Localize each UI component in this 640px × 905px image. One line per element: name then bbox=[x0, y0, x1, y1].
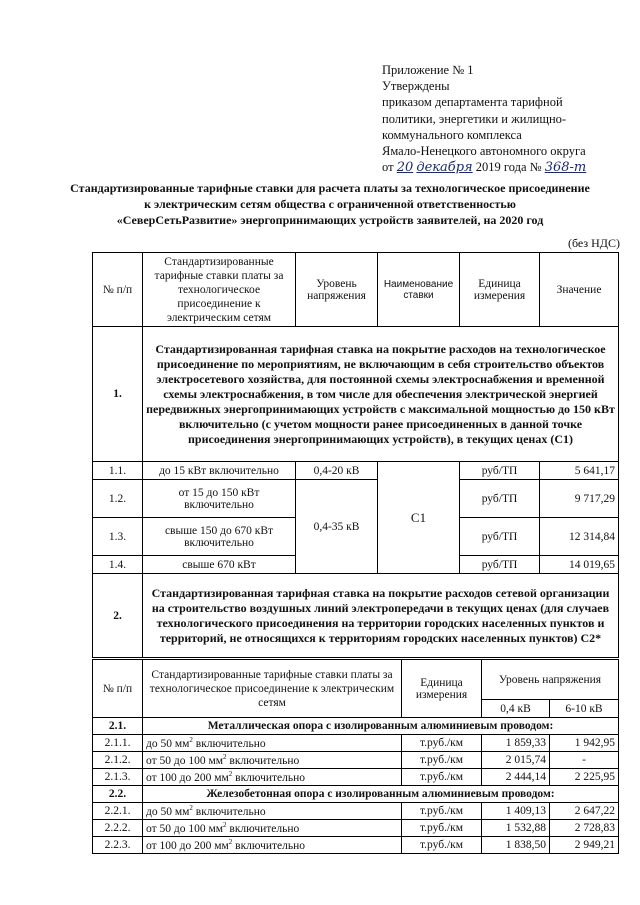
table-header-row bbox=[93, 660, 619, 700]
table-row bbox=[93, 462, 619, 480]
table-row bbox=[93, 837, 619, 854]
group-row bbox=[93, 786, 619, 803]
title-line: к электрическим сетям общества с ограниченной ответственностью bbox=[144, 197, 516, 211]
handwritten-day: 20 bbox=[396, 160, 414, 176]
row-value: 5 641,17 bbox=[540, 462, 619, 480]
approval-line: Ямало-Ненецкого автономного округа bbox=[382, 144, 586, 159]
row-value-04: 1 409,13 bbox=[482, 803, 550, 820]
group-row bbox=[93, 718, 619, 735]
header-unit: Единица измерения bbox=[402, 660, 482, 718]
row-value: 12 314,84 bbox=[540, 518, 619, 556]
group-title: Металлическая опора с изолированным алюминиевым проводом: bbox=[143, 718, 619, 735]
header-unit: Единица измерения bbox=[460, 253, 540, 327]
row-unit: руб/ТП bbox=[460, 518, 540, 556]
header-num: № п/п bbox=[93, 253, 143, 327]
row-num: 2.1.1. bbox=[93, 735, 143, 752]
handwritten-number: 368-т bbox=[544, 160, 587, 176]
table-row bbox=[93, 820, 619, 837]
row-desc: от 50 до 100 $мм^2$ включительно bbox=[143, 820, 402, 837]
group-num: 2.1. bbox=[93, 718, 143, 735]
year-text: 2019 года № bbox=[475, 160, 542, 175]
row-value-6-10: 2 225,95 bbox=[550, 769, 619, 786]
row-value-6-10: - bbox=[550, 752, 619, 769]
tariff-table-2 bbox=[92, 659, 619, 854]
row-num: 2.2.3. bbox=[93, 837, 143, 854]
header-voltage: Уровень напряжения bbox=[296, 253, 378, 327]
table-row bbox=[93, 803, 619, 820]
row-unit: т.руб./км bbox=[402, 752, 482, 769]
table-row bbox=[93, 480, 619, 518]
row-value-6-10: 2 949,21 bbox=[550, 837, 619, 854]
approval-block bbox=[382, 62, 632, 176]
vat-note: (без НДС) bbox=[567, 236, 620, 250]
title-line: Стандартизированные тарифные ставки для расчета платы за технологическое присоединение bbox=[70, 181, 590, 195]
title-line: «СеверСетьРазвитие» энергопринимающих устройств заявителей, на 2020 год bbox=[116, 213, 544, 227]
row-value-04: 1 838,50 bbox=[482, 837, 550, 854]
row-num: 2.2.1. bbox=[93, 803, 143, 820]
row-voltage-group: 0,4-35 кВ bbox=[296, 480, 378, 574]
row-value: 9 717,29 bbox=[540, 480, 619, 518]
row-desc: до 50 $мм^2$ включительно bbox=[143, 803, 402, 820]
row-desc: от 50 до 100 $мм^2$ включительно bbox=[143, 752, 402, 769]
tariff-table-1 bbox=[92, 252, 619, 658]
header-voltage-6-10: 6-10 кВ bbox=[550, 700, 619, 718]
row-value-04: 2 444,14 bbox=[482, 769, 550, 786]
table-row bbox=[93, 752, 619, 769]
header-num: № п/п bbox=[93, 660, 143, 718]
header-rates: Стандартизированные тарифные ставки платы за технологическое присоединение к электрическим сетям bbox=[143, 660, 402, 718]
group-title: Железобетонная опора с изолированным алюминиевым проводом: bbox=[143, 786, 619, 803]
row-desc: от 15 до 150 кВт включительно bbox=[143, 480, 296, 518]
row-value-6-10: 2 728,83 bbox=[550, 820, 619, 837]
header-voltage: Уровень напряжения bbox=[482, 660, 619, 700]
appendix-label: Приложение № 1 bbox=[382, 63, 474, 77]
section-text: Стандартизированная тарифная ставка на покрытие расходов сетевой организации на строительство воздушных линий электропередачи в текущих ценах (для случаев технологического присоединения на территории городских населенных пунктов и территорий, не относящихся к территориям городских населенных пунктов) С2* bbox=[143, 574, 619, 658]
approval-line: приказом департамента тарифной bbox=[382, 95, 563, 110]
row-unit: т.руб./км bbox=[402, 820, 482, 837]
approval-line: политики, энергетики и жилищно- bbox=[382, 111, 567, 126]
row-value: 14 019,65 bbox=[540, 556, 619, 574]
header-rates: Стандартизированные тарифные ставки платы за технологическое присоединение к электрическим сетям bbox=[143, 253, 296, 327]
header-rate-name: Наименование ставки bbox=[378, 253, 460, 327]
table-row bbox=[93, 735, 619, 752]
row-voltage: 0,4-20 кВ bbox=[296, 462, 378, 480]
header-voltage-04: 0,4 кВ bbox=[482, 700, 550, 718]
row-desc: до 50 $мм^2$ включительно bbox=[143, 735, 402, 752]
row-unit: т.руб./км bbox=[402, 735, 482, 752]
row-desc: от 100 до 200 $мм^2$ включительно bbox=[143, 837, 402, 854]
row-desc: до 15 кВт включительно bbox=[143, 462, 296, 480]
row-value-04: 1 859,33 bbox=[482, 735, 550, 752]
row-num: 1.4. bbox=[93, 556, 143, 574]
section-num: 2. bbox=[93, 574, 143, 658]
approval-line: коммунального комплекса bbox=[382, 127, 522, 142]
section-num: 1. bbox=[93, 327, 143, 462]
document-title bbox=[70, 180, 590, 228]
row-unit: руб/ТП bbox=[460, 480, 540, 518]
row-unit: т.руб./км bbox=[402, 837, 482, 854]
table-row bbox=[93, 769, 619, 786]
row-desc: свыше 150 до 670 кВт включительно bbox=[143, 518, 296, 556]
row-value-6-10: 1 942,95 bbox=[550, 735, 619, 752]
header-value: Значение bbox=[540, 253, 619, 327]
row-num: 2.1.2. bbox=[93, 752, 143, 769]
table-header-row bbox=[93, 253, 619, 327]
row-unit: т.руб./км bbox=[402, 769, 482, 786]
date-prefix: от bbox=[382, 160, 394, 175]
section-text: Стандартизированная тарифная ставка на покрытие расходов на технологическое присоединение по мероприятиям, не включающим в себя строительство объектов электросетевого хозяйства, для постоянной схемы электроснабжения и временной схемы электроснабжения, в том числе для обеспечения электрической энергией передвижных энергопринимающих устройств с максимальной мощностью до 150 кВт включительно (с учетом мощности ранее присоединенных в данной точке присоединения энергопринимающих устройств), в текущих ценах (С1) bbox=[143, 327, 619, 462]
group-num: 2.2. bbox=[93, 786, 143, 803]
row-num: 1.1. bbox=[93, 462, 143, 480]
row-value-04: 1 532,88 bbox=[482, 820, 550, 837]
row-unit: руб/ТП bbox=[460, 556, 540, 574]
row-unit: руб/ТП bbox=[460, 462, 540, 480]
row-num: 1.3. bbox=[93, 518, 143, 556]
row-unit: т.руб./км bbox=[402, 803, 482, 820]
rate-name-c1: С1 bbox=[378, 462, 460, 574]
handwritten-month: декабря bbox=[416, 160, 473, 176]
row-value-04: 2 015,74 bbox=[482, 752, 550, 769]
section-row bbox=[93, 327, 619, 462]
row-num: 1.2. bbox=[93, 480, 143, 518]
row-num: 2.2.2. bbox=[93, 820, 143, 837]
approved-label: Утверждены bbox=[382, 79, 450, 94]
section-row bbox=[93, 574, 619, 658]
row-value-6-10: 2 647,22 bbox=[550, 803, 619, 820]
row-desc: от 100 до 200 $мм^2$ включительно bbox=[143, 769, 402, 786]
row-desc: свыше 670 кВт bbox=[143, 556, 296, 574]
approval-date-line bbox=[382, 159, 632, 176]
row-num: 2.1.3. bbox=[93, 769, 143, 786]
